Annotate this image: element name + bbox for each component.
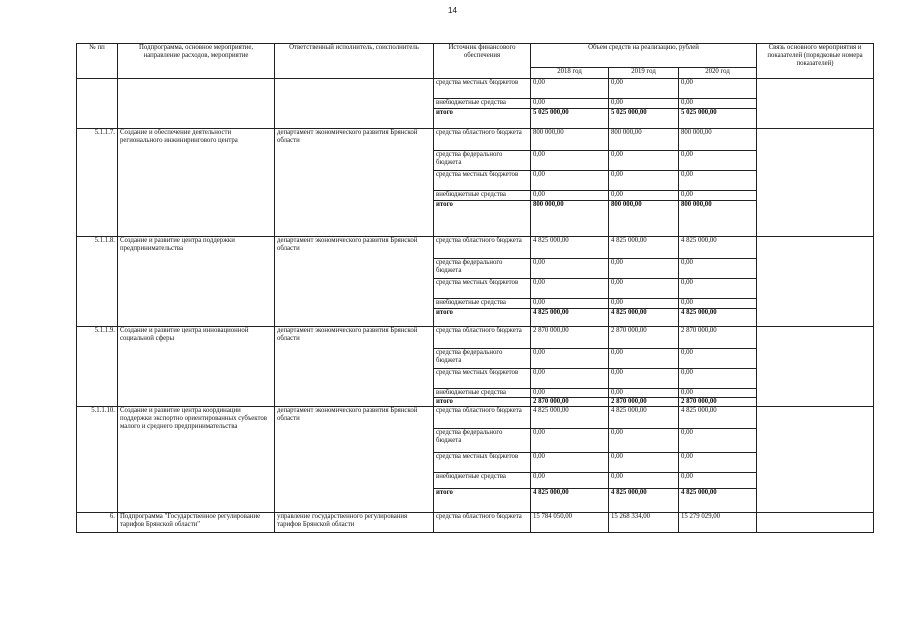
header-source: Источник финансового обеспечения xyxy=(434,44,531,79)
indicator-link xyxy=(757,407,874,513)
budget-table xyxy=(76,43,874,533)
amount-value: 0,00 xyxy=(609,389,679,398)
amount-value: 0,00 xyxy=(531,191,609,201)
funding-source: внебюджетные средства xyxy=(434,191,531,201)
funding-source: итого xyxy=(434,489,531,513)
amount-value: 0,00 xyxy=(609,369,679,389)
amount-value: 5 025 000,00 xyxy=(609,109,679,129)
amount-value: 800 000,00 xyxy=(531,129,609,151)
amount-value: 4 825 000,00 xyxy=(609,237,679,259)
amount-value: 4 825 000,00 xyxy=(679,489,757,513)
item-name: Подпрограмма "Государственное регулирование тарифов Брянской области" xyxy=(118,513,275,533)
amount-value: 0,00 xyxy=(531,473,609,489)
amount-value: 0,00 xyxy=(679,299,757,309)
table-row xyxy=(77,513,874,533)
amount-value: 0,00 xyxy=(609,473,679,489)
amount-value: 4 825 000,00 xyxy=(531,489,609,513)
amount-value: 2 870 000,00 xyxy=(531,327,609,349)
item-executor: департамент экономического развития Брянской области xyxy=(275,407,434,513)
amount-value: 0,00 xyxy=(679,79,757,99)
indicator-link xyxy=(757,513,874,533)
item-name xyxy=(118,79,275,129)
table-row xyxy=(77,79,874,99)
funding-source: внебюджетные средства xyxy=(434,299,531,309)
amount-value: 800 000,00 xyxy=(531,201,609,237)
amount-value: 4 825 000,00 xyxy=(679,237,757,259)
amount-value: 0,00 xyxy=(531,453,609,473)
funding-source: средства областного бюджета xyxy=(434,237,531,259)
amount-value: 0,00 xyxy=(679,191,757,201)
item-executor xyxy=(275,79,434,129)
amount-value: 0,00 xyxy=(679,151,757,171)
funding-source: итого xyxy=(434,398,531,407)
table-header xyxy=(77,44,874,79)
item-number: 5.1.1.10. xyxy=(77,407,118,513)
item-executor: департамент экономического развития Брянской области xyxy=(275,327,434,407)
funding-source: средства местных бюджетов xyxy=(434,279,531,299)
amount-value: 0,00 xyxy=(679,429,757,453)
amount-value: 0,00 xyxy=(609,191,679,201)
amount-value: 15 268 334,00 xyxy=(609,513,679,533)
amount-value: 4 825 000,00 xyxy=(531,237,609,259)
amount-value: 0,00 xyxy=(609,299,679,309)
item-name: Создание и обеспечение деятельности регионального инжинирингового центра xyxy=(118,129,275,237)
amount-value: 5 025 000,00 xyxy=(531,109,609,129)
amount-value: 0,00 xyxy=(609,429,679,453)
header-link: Связь основного мероприятия и показателей (порядковые номера показателей) xyxy=(757,44,874,79)
amount-value: 0,00 xyxy=(679,259,757,279)
funding-source: итого xyxy=(434,201,531,237)
amount-value: 800 000,00 xyxy=(679,129,757,151)
header-year-2019: 2019 год xyxy=(609,68,679,79)
amount-value: 15 784 050,00 xyxy=(531,513,609,533)
table-row xyxy=(77,129,874,151)
amount-value: 2 870 000,00 xyxy=(609,327,679,349)
amount-value: 0,00 xyxy=(679,171,757,191)
amount-value: 2 870 000,00 xyxy=(531,398,609,407)
amount-value: 15 279 029,00 xyxy=(679,513,757,533)
table-row xyxy=(77,407,874,429)
funding-source: средства местных бюджетов xyxy=(434,171,531,191)
amount-value: 0,00 xyxy=(679,369,757,389)
table-body xyxy=(77,79,874,533)
item-number: 5.1.1.7. xyxy=(77,129,118,237)
funding-source: средства областного бюджета xyxy=(434,407,531,429)
amount-value: 4 825 000,00 xyxy=(609,309,679,327)
item-number: 6. xyxy=(77,513,118,533)
amount-value: 0,00 xyxy=(609,79,679,99)
funding-source: внебюджетные средства xyxy=(434,473,531,489)
amount-value: 4 825 000,00 xyxy=(679,407,757,429)
funding-source: средства местных бюджетов xyxy=(434,453,531,473)
funding-source: средства федерального бюджета xyxy=(434,429,531,453)
header-program: Подпрограмма, основное мероприятие, направление расходов, мероприятие xyxy=(118,44,275,79)
indicator-link xyxy=(757,79,874,129)
page-number: 14 xyxy=(448,6,457,15)
amount-value: 0,00 xyxy=(679,349,757,369)
item-executor: управление государственного регулирования тарифов Брянской области xyxy=(275,513,434,533)
header-volume: Объем средств на реализацию, рублей xyxy=(531,44,757,68)
amount-value: 0,00 xyxy=(609,171,679,191)
amount-value: 0,00 xyxy=(531,279,609,299)
amount-value: 0,00 xyxy=(679,99,757,109)
funding-source: средства местных бюджетов xyxy=(434,79,531,99)
funding-source: средства областного бюджета xyxy=(434,129,531,151)
item-name: Создание и развитие центра инновационной социальной сферы xyxy=(118,327,275,407)
amount-value: 0,00 xyxy=(609,279,679,299)
funding-source: средства федерального бюджета xyxy=(434,151,531,171)
amount-value: 2 870 000,00 xyxy=(679,327,757,349)
amount-value: 0,00 xyxy=(531,389,609,398)
item-name: Создание и развитие центра поддержки предпринимательства xyxy=(118,237,275,327)
amount-value: 0,00 xyxy=(609,99,679,109)
amount-value: 0,00 xyxy=(679,279,757,299)
indicator-link xyxy=(757,237,874,327)
amount-value: 0,00 xyxy=(679,473,757,489)
amount-value: 0,00 xyxy=(609,151,679,171)
item-number: 5.1.1.8. xyxy=(77,237,118,327)
amount-value: 4 825 000,00 xyxy=(609,407,679,429)
amount-value: 0,00 xyxy=(531,151,609,171)
amount-value: 0,00 xyxy=(531,171,609,191)
item-name: Создание и развитие центра координации поддержки экспортно ориентированных субъектов малого и среднего предпринимательства xyxy=(118,407,275,513)
item-executor: департамент экономического развития Брянской области xyxy=(275,237,434,327)
amount-value: 4 825 000,00 xyxy=(531,407,609,429)
header-num: № пп xyxy=(77,44,118,79)
item-number: 5.1.1.9. xyxy=(77,327,118,407)
amount-value: 800 000,00 xyxy=(609,201,679,237)
funding-source: внебюджетные средства xyxy=(434,99,531,109)
funding-source: итого xyxy=(434,309,531,327)
header-executor: Ответственный исполнитель, соисполнитель xyxy=(275,44,434,79)
amount-value: 0,00 xyxy=(531,259,609,279)
amount-value: 0,00 xyxy=(679,453,757,473)
amount-value: 2 870 000,00 xyxy=(609,398,679,407)
amount-value: 2 870 000,00 xyxy=(679,398,757,407)
amount-value: 0,00 xyxy=(531,99,609,109)
funding-source: средства областного бюджета xyxy=(434,513,531,533)
indicator-link xyxy=(757,327,874,407)
funding-source: средства областного бюджета xyxy=(434,327,531,349)
amount-value: 0,00 xyxy=(531,349,609,369)
funding-source: средства федерального бюджета xyxy=(434,349,531,369)
amount-value: 0,00 xyxy=(679,389,757,398)
amount-value: 4 825 000,00 xyxy=(679,309,757,327)
funding-source: итого xyxy=(434,109,531,129)
header-year-2020: 2020 год xyxy=(679,68,757,79)
funding-source: внебюджетные средства xyxy=(434,389,531,398)
amount-value: 800 000,00 xyxy=(609,129,679,151)
amount-value: 4 825 000,00 xyxy=(609,489,679,513)
table-row xyxy=(77,327,874,349)
funding-source: средства местных бюджетов xyxy=(434,369,531,389)
item-executor: департамент экономического развития Брянской области xyxy=(275,129,434,237)
indicator-link xyxy=(757,129,874,237)
amount-value: 0,00 xyxy=(531,299,609,309)
table-row xyxy=(77,237,874,259)
amount-value: 0,00 xyxy=(609,453,679,473)
amount-value: 800 000,00 xyxy=(679,201,757,237)
amount-value: 5 025 000,00 xyxy=(679,109,757,129)
amount-value: 0,00 xyxy=(609,259,679,279)
header-year-2018: 2018 год xyxy=(531,68,609,79)
funding-source: средства федерального бюджета xyxy=(434,259,531,279)
amount-value: 0,00 xyxy=(531,429,609,453)
amount-value: 0,00 xyxy=(531,369,609,389)
amount-value: 0,00 xyxy=(531,79,609,99)
amount-value: 4 825 000,00 xyxy=(531,309,609,327)
item-number xyxy=(77,79,118,129)
amount-value: 0,00 xyxy=(609,349,679,369)
